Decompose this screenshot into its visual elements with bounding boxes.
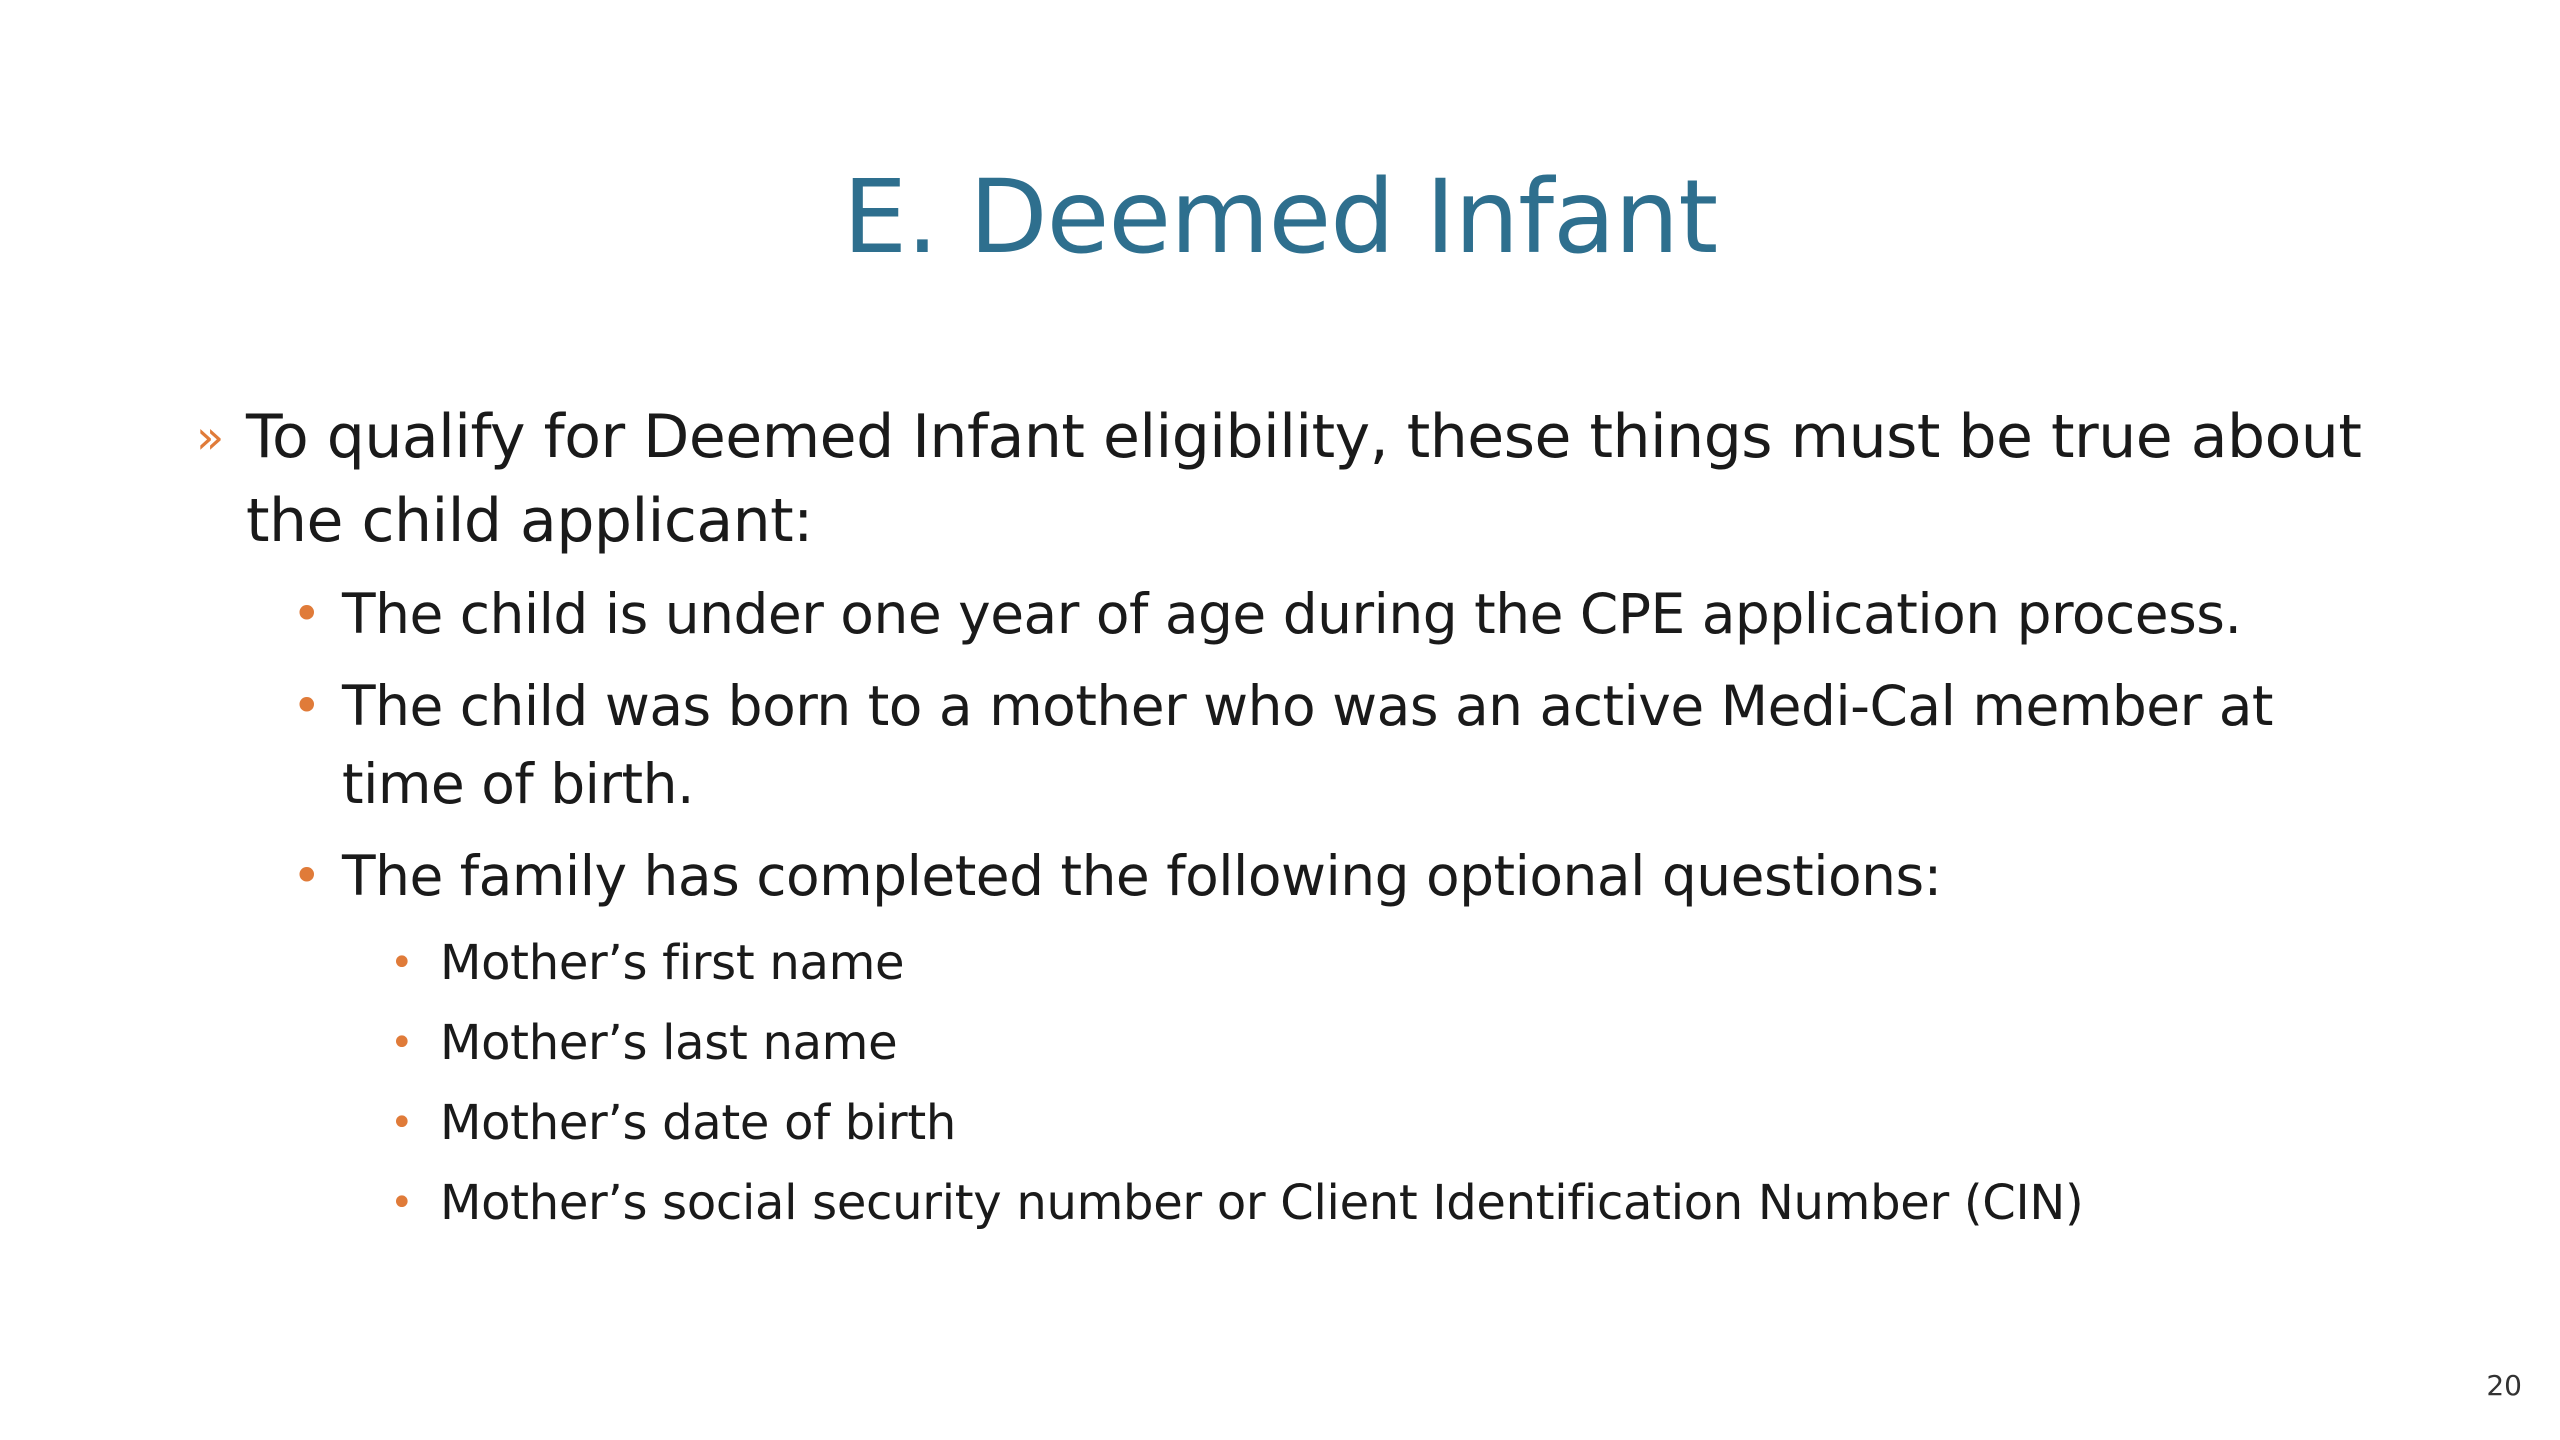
criteria-item [292, 575, 2396, 653]
question-text: Mother’s last name [440, 1015, 898, 1071]
question-item [390, 1169, 2396, 1237]
criteria-text: The child was born to a mother who was an active Medi-Cal member at time of birth. [342, 674, 2273, 816]
bullet-icon: • [390, 1020, 414, 1066]
question-text: Mother’s first name [440, 935, 905, 991]
chevron-bullet-icon: » [196, 410, 224, 464]
criteria-text: The child is under one year of age during the CPE application process. [342, 582, 2242, 646]
question-item [390, 1089, 2396, 1157]
criteria-item [292, 667, 2396, 823]
question-text: Mother’s date of birth [440, 1095, 957, 1151]
slide-body [196, 395, 2396, 1249]
bullet-icon: • [292, 585, 321, 643]
page-number: 20 [2486, 1369, 2522, 1402]
bullet-icon: • [390, 940, 414, 986]
bullet-icon: • [390, 1100, 414, 1146]
question-text: Mother’s social security number or Client Identification Number (CIN) [440, 1175, 2084, 1231]
criteria-text: The family has completed the following optional questions: [342, 844, 1942, 908]
bullet-icon: • [292, 677, 321, 735]
intro-text: To qualify for Deemed Infant eligibility, these things must be true about the child applicant: [246, 402, 2362, 556]
criteria-item [292, 837, 2396, 915]
bullet-icon: • [292, 847, 321, 905]
intro-bullet [196, 395, 2396, 563]
question-item [390, 929, 2396, 997]
bullet-icon: • [390, 1180, 414, 1226]
question-item [390, 1009, 2396, 1077]
slide-title: E. Deemed Infant [842, 158, 1718, 277]
